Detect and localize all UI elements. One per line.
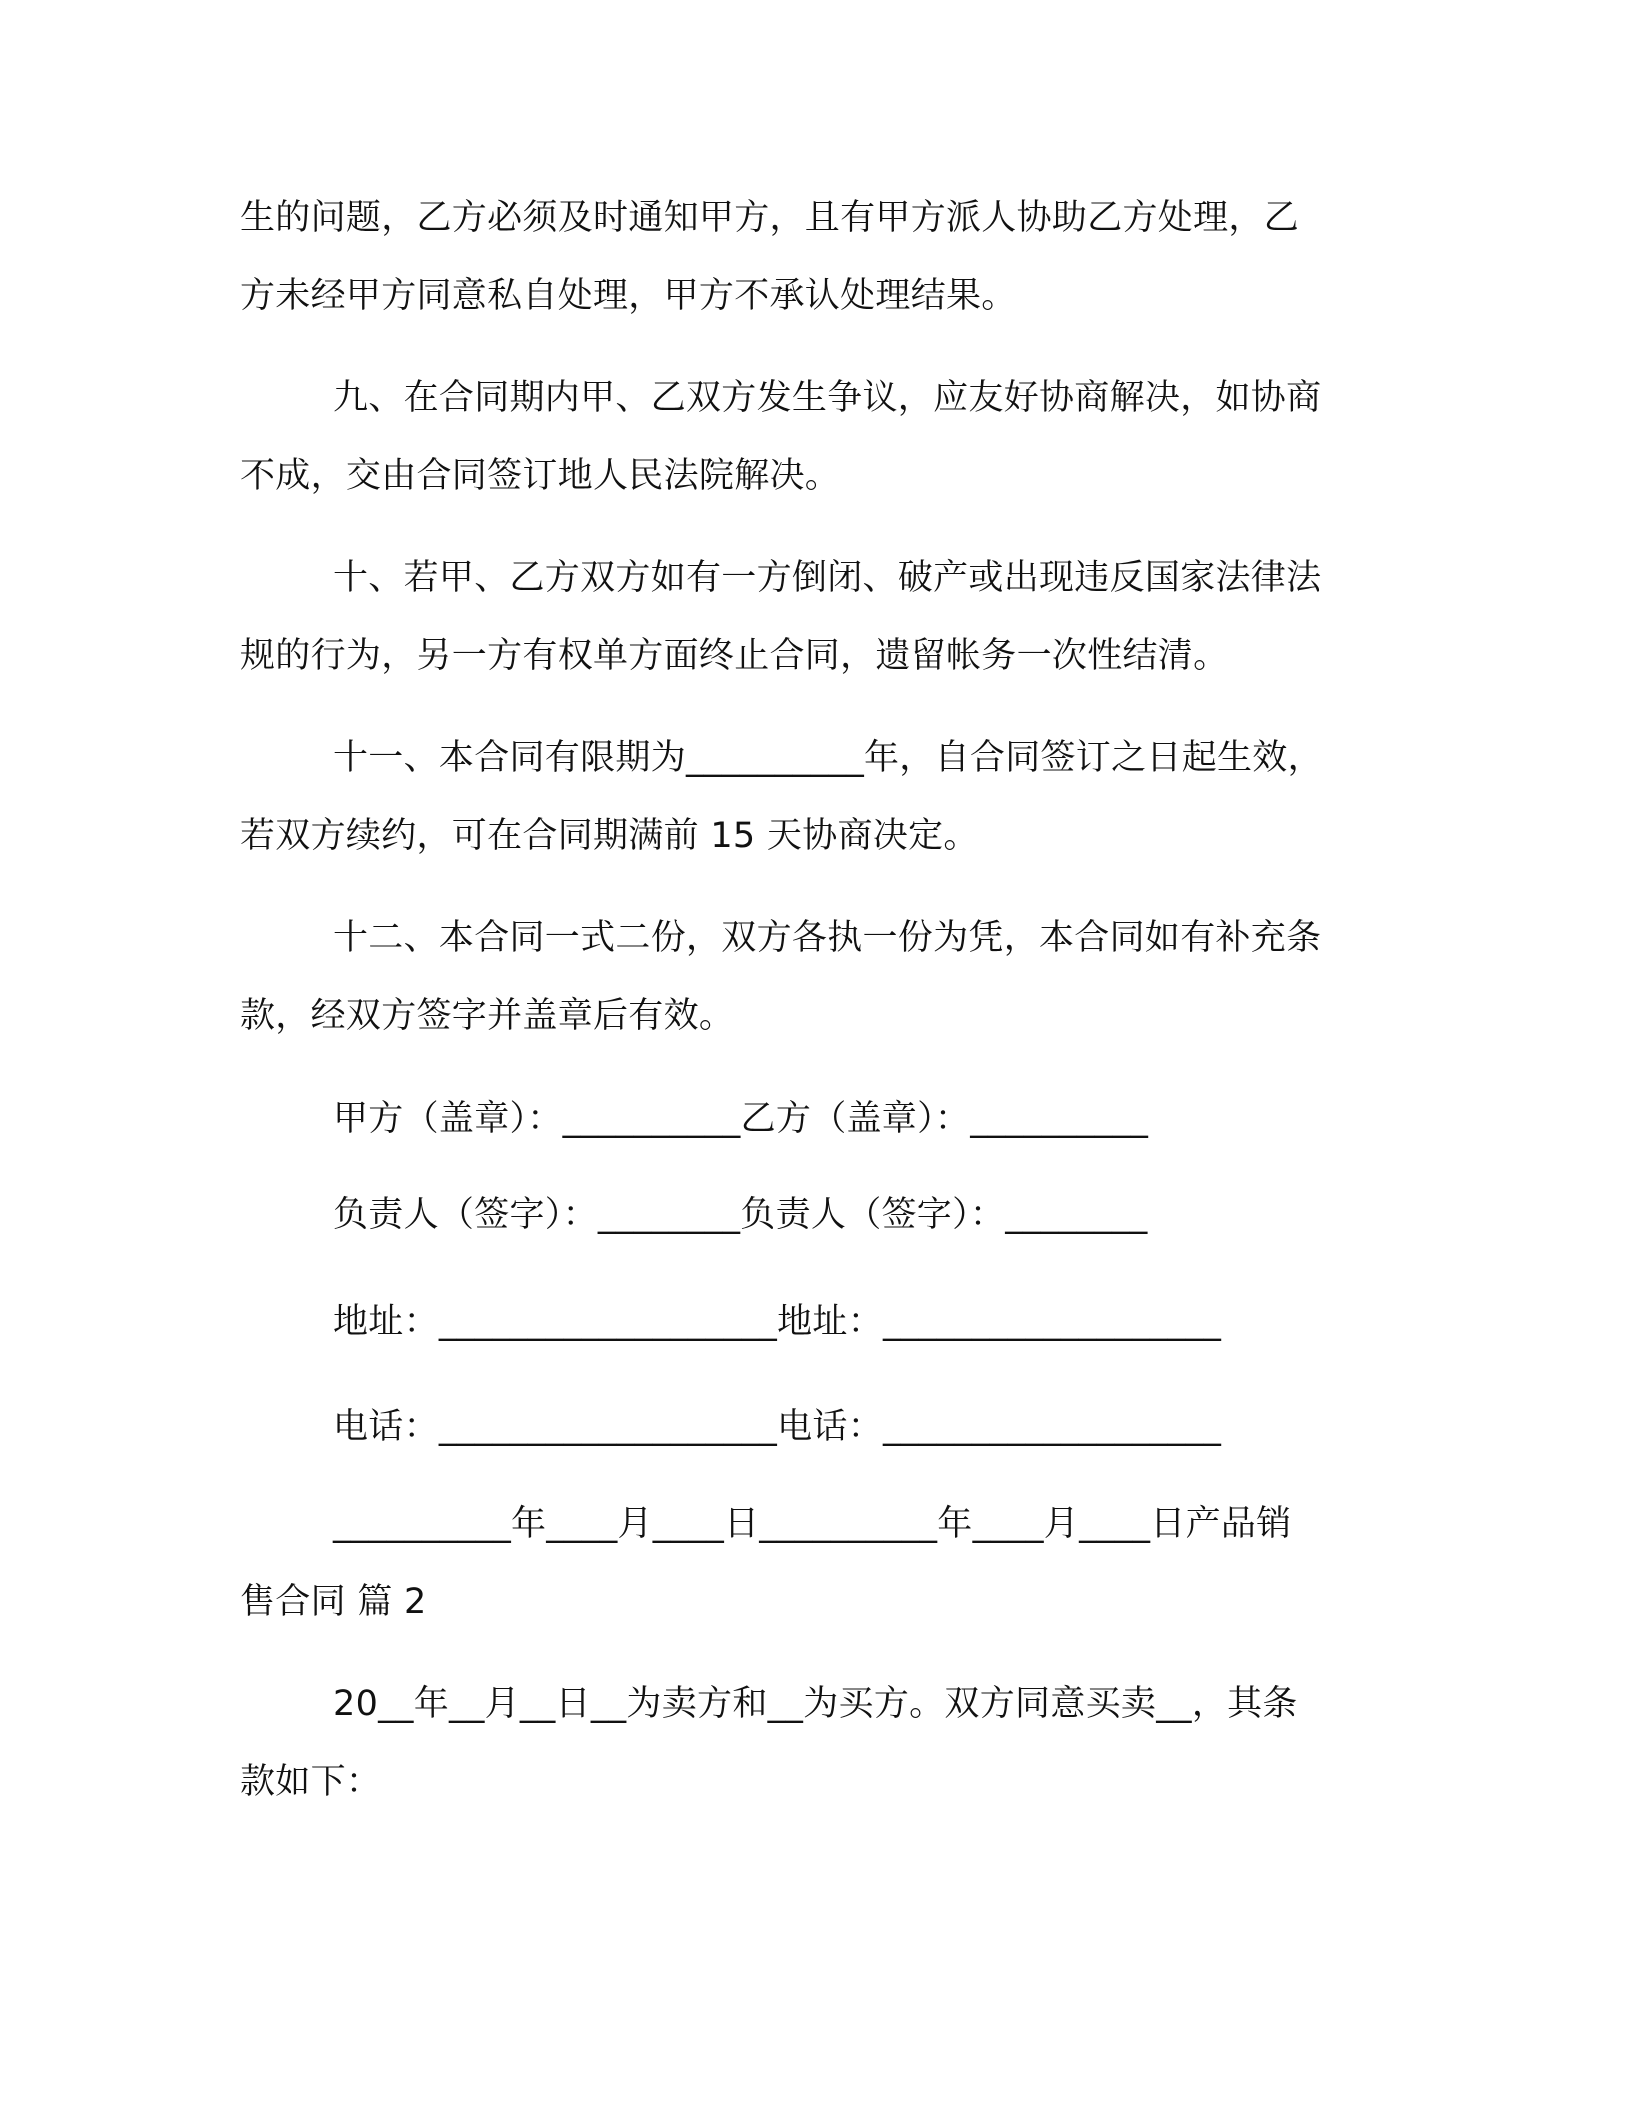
address-line: 地址：___________________地址：___________________ <box>333 1302 1222 1342</box>
section-title-line: 售合同 篇 2 <box>240 1582 427 1622</box>
paragraph-12-line-2: 款，经双方签字并盖章后有效。 <box>240 996 735 1036</box>
paragraph-10-line-1: 十、若甲、乙方双方如有一方倒闭、破产或出现违反国家法律法 <box>333 558 1322 598</box>
date-line: __________年____月____日__________年____月____日产品销 <box>333 1504 1292 1544</box>
signature-person-line: 负责人（签字）：________负责人（签字）：________ <box>333 1195 1148 1235</box>
paragraph-11-line-2: 若双方续约，可在合同期满前 15 天协商决定。 <box>240 816 979 856</box>
paragraph-11-line-1: 十一、本合同有限期为__________年，自合同签订之日起生效， <box>333 738 1323 778</box>
paragraph-8-line-2: 方未经甲方同意私自处理，甲方不承认处理结果。 <box>240 276 1017 316</box>
paragraph-8-line-1: 生的问题，乙方必须及时通知甲方，且有甲方派人协助乙方处理，乙 <box>240 198 1300 238</box>
paragraph-10-line-2: 规的行为，另一方有权单方面终止合同，遗留帐务一次性结清。 <box>240 636 1229 676</box>
phone-line: 电话：___________________电话：___________________ <box>333 1407 1222 1447</box>
paragraph-9-line-2: 不成，交由合同签订地人民法院解决。 <box>240 456 841 496</box>
intro-paragraph-line-1: 20__年__月__日__为卖方和__为买方。双方同意买卖__，其条 <box>333 1684 1298 1724</box>
signature-seal-line: 甲方（盖章）：__________乙方（盖章）：__________ <box>333 1099 1149 1139</box>
paragraph-9-line-1: 九、在合同期内甲、乙双方发生争议，应友好协商解决，如协商 <box>333 378 1322 418</box>
paragraph-12-line-1: 十二、本合同一式二份，双方各执一份为凭，本合同如有补充条 <box>333 918 1322 958</box>
intro-paragraph-line-2: 款如下： <box>240 1762 382 1802</box>
